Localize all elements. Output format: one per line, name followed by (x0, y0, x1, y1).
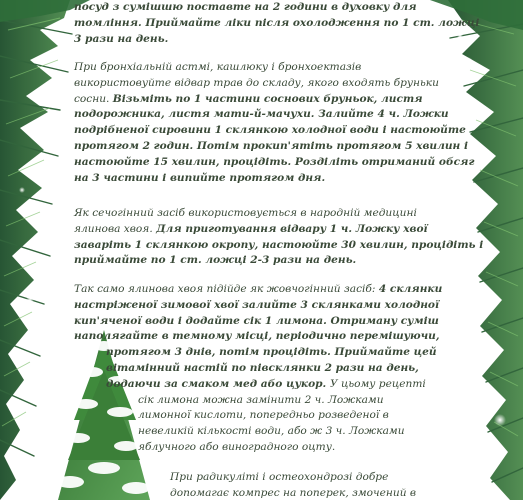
text-run: лимонної кислоти, попередньо розведеної в (138, 409, 389, 422)
bold-text-run: наполягайте в темному місці, періодично перемішуючи, (74, 330, 440, 343)
bold-text-run: приймайте по 1 ст. ложці 2-3 рази на день. (74, 254, 357, 267)
text-line (74, 123, 466, 139)
bold-text-run: заваріть 1 склянкою окропу, настоюйте 30 хвилин, процідіть і (74, 238, 484, 251)
bold-text-run: 4 склянки (378, 283, 443, 295)
text-run: використовуйте відвар трав до складу, якого входять бруньки (74, 76, 439, 89)
text-line (74, 76, 458, 92)
paragraph (74, 282, 458, 456)
text-line (74, 314, 458, 330)
text-line (74, 298, 458, 314)
text-run: яблучного або виноградного оцту. (138, 440, 336, 453)
text-run: При бронхіальній астмі, кашлюку і бронхоектазів (74, 61, 362, 73)
text-line (74, 361, 458, 377)
text-run: У цьому рецепті (329, 377, 426, 390)
text-line (74, 377, 458, 393)
text-line (74, 139, 468, 155)
bold-text-run: подрібненої сировини 1 склянкою холодної води і настоюйте (74, 124, 466, 137)
bold-text-run: 3 рази на день. (74, 32, 169, 45)
text-line (74, 16, 480, 32)
text-run: сік лимона можна замінити 2 ч. Ложками (138, 393, 384, 406)
text-line (74, 393, 458, 409)
bold-text-run: на 3 частини і випийте протягом дня. (74, 171, 326, 184)
document-body (74, 0, 484, 500)
bold-text-run: Візьміть по 1 частини соснових бруньок, листя (112, 92, 423, 105)
text-line (74, 440, 458, 456)
text-line (74, 486, 458, 500)
text-line (74, 92, 458, 108)
text-run: При радикуліті і остеохондрозі добре (170, 471, 389, 483)
left-pine-branches (0, 0, 72, 500)
text-line (74, 206, 458, 222)
text-line (74, 253, 458, 269)
text-run: допомагає компрес на поперек, змочений в (170, 486, 417, 499)
paragraph (74, 206, 484, 269)
paragraph (74, 470, 458, 500)
text-run: ялинова хвоя. (74, 222, 157, 235)
text-line (74, 424, 458, 440)
bold-text-run: додаючи за смаком мед або цукор. (106, 377, 330, 390)
bold-text-run: кип'яченої води і додайте сік 1 лимона. Отриману суміш (74, 314, 439, 327)
bold-text-run: Для приготування відвару 1 ч. Ложку хвої (156, 222, 428, 235)
bold-text-run: вітамінний настій по півсклянки 2 рази на день, (106, 361, 419, 374)
text-line (74, 171, 458, 187)
bold-text-run: томління. Приймайте ліки після охолодження по 1 ст. ложці (74, 16, 480, 29)
text-run: Як сечогінний засіб використовується в народній медицині (74, 207, 417, 219)
text-line (74, 60, 458, 76)
text-line (74, 408, 458, 424)
bold-text-run: протягом 2 годин. Потім прокип'ятіть протягом 5 хвилин і (74, 139, 468, 152)
bold-text-run: настріженої зимової хвої залийте 3 склянками холодної (74, 298, 440, 311)
text-line (74, 470, 458, 486)
text-line (74, 107, 458, 123)
text-line (74, 282, 458, 298)
text-run: невеликій кількості води, або ж 3 ч. Ложками (138, 425, 405, 438)
bold-text-run: посуд з сумішшю поставте на 2 години в духовку для (74, 1, 417, 13)
text-run: сосни. (74, 92, 113, 105)
bold-text-run: настоюйте 15 хвилин, процідіть. Розділіть отриманий обсяг (74, 155, 475, 168)
text-line (74, 345, 458, 361)
bold-text-run: протягом 3 днів, потім процідіть. Приймайте цей (106, 346, 437, 359)
text-run: Так само ялинова хвоя підійде як жовчогінний засіб: (74, 283, 379, 295)
text-line (74, 329, 458, 345)
paragraph (74, 0, 480, 47)
paragraph (74, 60, 475, 186)
bold-text-run: подорожника, листя мати-й-мачухи. Залийте 4 ч. Ложки (74, 108, 449, 121)
text-line (74, 32, 458, 48)
text-line (74, 222, 458, 238)
text-line (74, 238, 484, 254)
text-line (74, 155, 475, 171)
text-line (74, 0, 458, 16)
